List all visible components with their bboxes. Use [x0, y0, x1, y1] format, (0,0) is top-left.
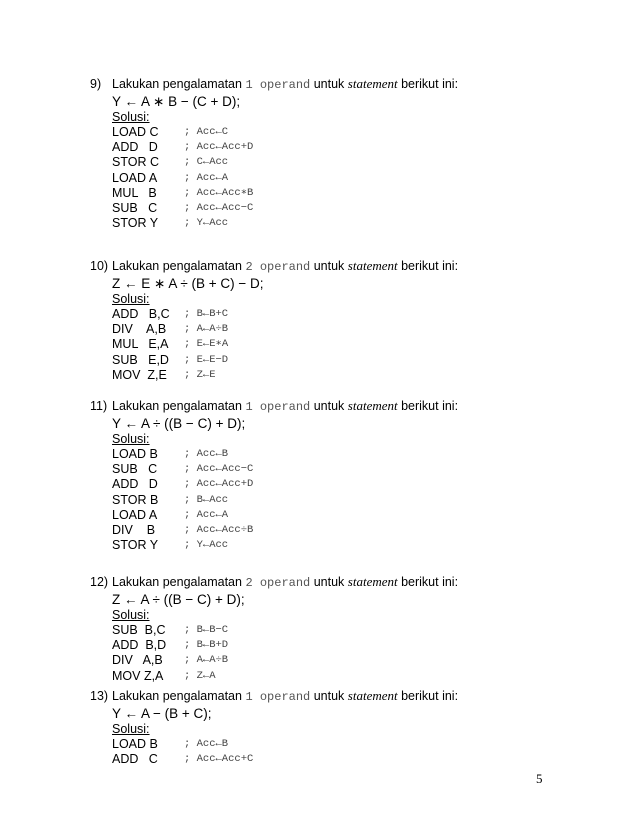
- question-text: berikut ini:: [397, 575, 459, 589]
- addressing-mode: 2 operand: [245, 576, 311, 590]
- problem-question: [90, 688, 610, 705]
- instruction-comment: ; A←A÷B: [184, 323, 229, 336]
- instruction: SUB C: [112, 462, 158, 477]
- instruction-comment: ; Acc←Acc−C: [184, 463, 254, 476]
- question-text: untuk: [310, 399, 348, 413]
- problem-block: [90, 688, 610, 767]
- question-text: Lakukan pengalamatan: [112, 259, 246, 273]
- statement-word: statement: [347, 76, 398, 91]
- instruction-comment: ; Acc←A: [184, 171, 229, 184]
- question-text: untuk: [310, 259, 348, 273]
- question-text: untuk: [310, 689, 348, 703]
- instruction: STOR Y: [112, 216, 159, 231]
- instruction-comment: ; B←B−C: [184, 624, 229, 636]
- instruction: ADD B,D: [112, 638, 167, 653]
- instruction: SUB E,D: [112, 352, 169, 367]
- expression-statement: Y ← A ÷ ((B − C) + D);: [112, 416, 246, 431]
- instruction-comment: ; Acc←Acc∗B: [184, 186, 254, 199]
- question-text: berikut ini:: [397, 259, 459, 273]
- instruction-comment: ; Z←A: [184, 669, 216, 682]
- problem-question: [90, 574, 610, 591]
- solution-label: Solusi:: [112, 722, 150, 736]
- code-row: [112, 462, 610, 477]
- instruction-comment: ; Z←E: [184, 368, 216, 381]
- instruction: DIV A,B: [112, 322, 167, 337]
- problem-number: 12): [90, 575, 109, 589]
- instruction: MUL B: [112, 185, 157, 200]
- instruction-comment: ; Acc←B: [184, 738, 229, 750]
- code-row: [112, 322, 610, 337]
- addressing-mode: 1 operand: [245, 78, 311, 92]
- statement-word: statement: [347, 258, 398, 273]
- instruction-comment: ; A←A÷B: [184, 654, 229, 667]
- instruction-comment: ; Acc←Acc−C: [184, 201, 254, 214]
- instruction-comment: ; Acc←A: [184, 508, 229, 521]
- solution-label: Solusi:: [112, 110, 150, 124]
- code-row: [112, 368, 610, 383]
- instruction: LOAD C: [112, 125, 159, 139]
- instruction-comment: ; B←B+C: [184, 308, 229, 320]
- code-row: [112, 477, 610, 492]
- expression-statement: Z ← E ∗ A ÷ (B + C) − D;: [112, 276, 264, 291]
- instruction-comment: ; B←Acc: [184, 493, 229, 506]
- problem-number: 9): [90, 77, 102, 91]
- instruction: STOR C: [112, 155, 159, 170]
- instruction-comment: ; Acc←Acc+D: [184, 478, 254, 491]
- code-row: [112, 216, 610, 231]
- question-text: Lakukan pengalamatan: [112, 575, 246, 589]
- problem-block: [90, 574, 610, 684]
- addressing-mode: 1 operand: [245, 400, 311, 414]
- code-row: [112, 353, 610, 368]
- instruction: LOAD B: [112, 737, 158, 751]
- code-row: [112, 638, 610, 653]
- question-text: berikut ini:: [397, 77, 459, 91]
- question-text: berikut ini:: [397, 399, 459, 413]
- instruction-comment: ; Acc←Acc+D: [184, 141, 254, 154]
- code-row: [112, 669, 610, 684]
- expression-statement: Y ← A − (B + C);: [112, 706, 212, 721]
- instruction-comment: ; Acc←Acc÷B: [184, 523, 254, 536]
- code-row: [112, 337, 610, 352]
- instruction-comment: ; E←E∗A: [184, 338, 229, 351]
- statement-word: statement: [347, 574, 398, 589]
- problem-block: [90, 76, 610, 231]
- instruction: ADD B,C: [112, 307, 170, 321]
- instruction: SUB C: [112, 200, 158, 215]
- instruction: MOV Z,A: [112, 668, 164, 683]
- code-row: [112, 307, 610, 322]
- instruction-comment: ; Y←Acc: [184, 217, 229, 230]
- instruction: ADD C: [112, 752, 158, 767]
- instruction: DIV B: [112, 522, 156, 537]
- instruction-comment: ; Acc←C: [184, 126, 229, 138]
- question-text: Lakukan pengalamatan: [112, 399, 246, 413]
- code-row: [112, 752, 610, 767]
- instruction: LOAD A: [112, 507, 158, 522]
- question-text: berikut ini:: [397, 689, 459, 703]
- instruction: ADD D: [112, 140, 158, 155]
- instruction-comment: ; Y←Acc: [184, 539, 229, 552]
- question-text: untuk: [310, 77, 348, 91]
- problem-question: [90, 258, 610, 275]
- code-row: [112, 171, 610, 186]
- instruction-comment: ; C←Acc: [184, 156, 229, 169]
- addressing-mode: 2 operand: [245, 260, 311, 274]
- instruction: LOAD B: [112, 447, 158, 461]
- instruction-comment: ; Acc←Acc+C: [184, 753, 254, 766]
- instruction-comment: ; E←E−D: [184, 353, 229, 366]
- solution-label: Solusi:: [112, 432, 150, 446]
- code-row: [112, 447, 610, 462]
- code-row: [112, 523, 610, 538]
- expression-statement: Y ← A ∗ B − (C + D);: [112, 94, 241, 109]
- solution-label: Solusi:: [112, 608, 150, 622]
- code-row: [112, 653, 610, 668]
- instruction: SUB B,C: [112, 623, 166, 637]
- instruction: DIV A,B: [112, 653, 163, 668]
- instruction: STOR Y: [112, 538, 159, 553]
- instruction: STOR B: [112, 492, 159, 507]
- question-text: untuk: [310, 575, 348, 589]
- problem-number: 10): [90, 259, 109, 273]
- code-row: [112, 125, 610, 140]
- code-row: [112, 623, 610, 638]
- code-row: [112, 508, 610, 523]
- question-text: Lakukan pengalamatan: [112, 689, 246, 703]
- problem-question: [90, 76, 610, 93]
- code-row: [112, 737, 610, 752]
- instruction: MOV Z,E: [112, 367, 167, 382]
- problem-number: 11): [90, 399, 108, 413]
- code-row: [112, 186, 610, 201]
- expression-statement: Z ← A ÷ ((B − C) + D);: [112, 592, 245, 607]
- statement-word: statement: [347, 688, 398, 703]
- instruction-comment: ; B←B+D: [184, 639, 229, 652]
- instruction-comment: ; Acc←B: [184, 448, 229, 460]
- instruction: MUL E,A: [112, 337, 169, 352]
- problem-block: [90, 398, 610, 553]
- page-number: 5: [536, 771, 543, 786]
- problem-question: [90, 398, 610, 415]
- solution-label: Solusi:: [112, 292, 150, 306]
- code-row: [112, 155, 610, 170]
- addressing-mode: 1 operand: [245, 690, 311, 704]
- statement-word: statement: [347, 398, 398, 413]
- code-row: [112, 493, 610, 508]
- question-text: Lakukan pengalamatan: [112, 77, 246, 91]
- code-row: [112, 538, 610, 553]
- instruction: LOAD A: [112, 170, 158, 185]
- code-row: [112, 140, 610, 155]
- problem-block: [90, 258, 610, 383]
- instruction: ADD D: [112, 477, 158, 492]
- code-row: [112, 201, 610, 216]
- problem-number: 13): [90, 689, 109, 703]
